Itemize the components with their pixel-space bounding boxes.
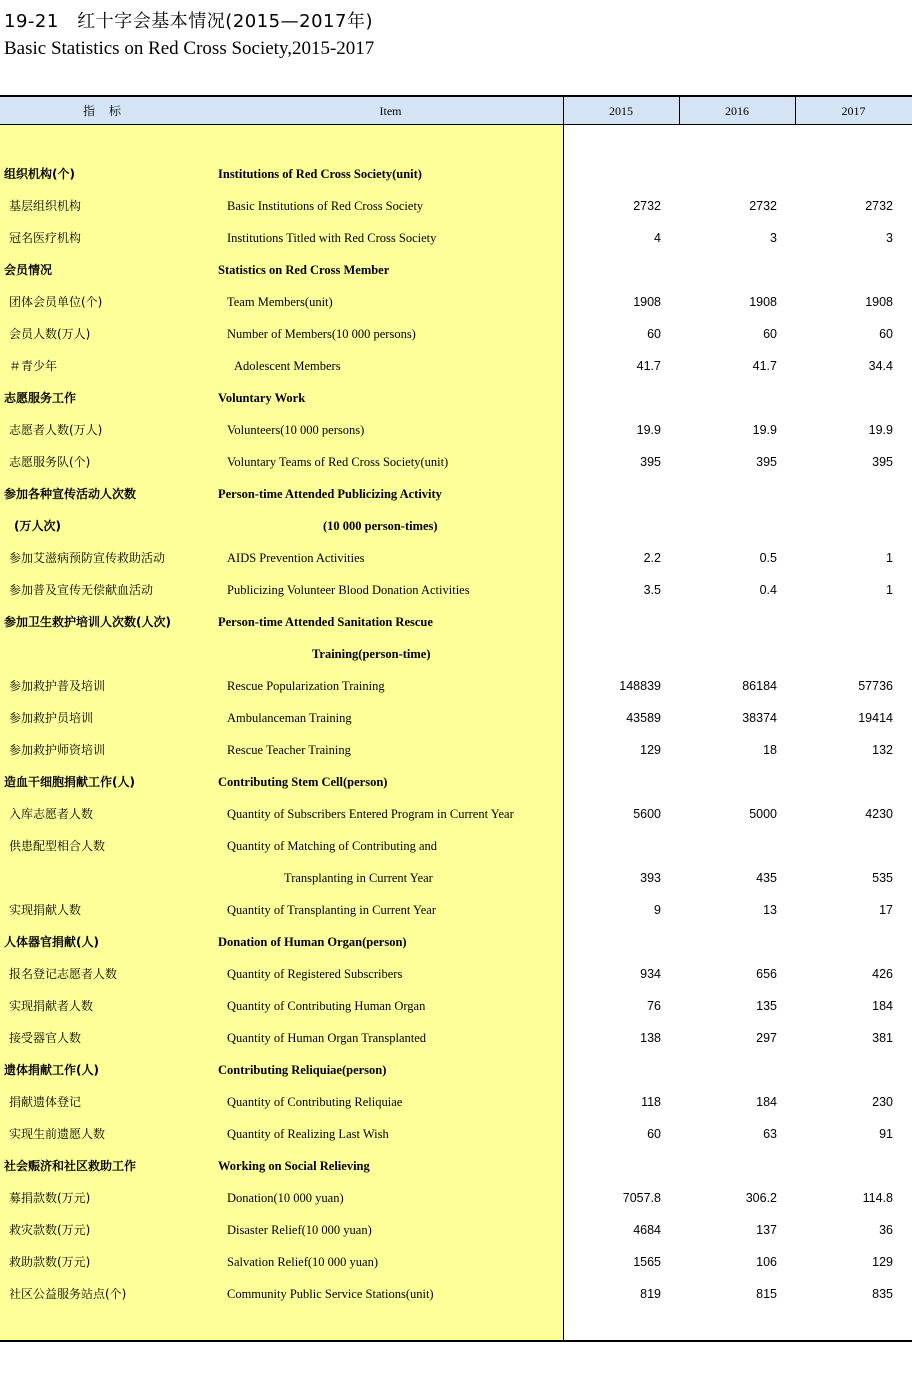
value-cell-2017 <box>798 382 893 414</box>
value-cell-2016: 306.2 <box>745 1191 777 1205</box>
row-label-en: Quantity of Contributing Human Organ <box>227 999 426 1013</box>
row-label-en: Donation(10 000 yuan) <box>227 1191 344 1205</box>
value-cell-2016 <box>682 766 777 798</box>
table-row <box>0 1022 912 1054</box>
row-label-en: (10 000 person-times) <box>323 519 438 533</box>
table-header <box>0 95 912 125</box>
value-cell-2016 <box>682 158 777 190</box>
value-cell-2015: 934 <box>640 967 661 981</box>
row-label-en: Basic Institutions of Red Cross Society <box>227 199 424 213</box>
value-cell-2015: 41.7 <box>636 359 661 373</box>
value-cell-2015: 43589 <box>626 711 661 725</box>
row-label-en: Person-time Attended Publicizing Activity <box>218 487 442 501</box>
value-cell-2016: 184 <box>756 1095 777 1109</box>
row-label-en: Quantity of Matching of Contributing and <box>227 839 438 853</box>
value-cell-2015 <box>566 382 661 414</box>
value-cell-2017: 426 <box>872 967 893 981</box>
value-cell-2015: 4684 <box>633 1223 661 1237</box>
row-label-cn: 参加救护员培训 <box>9 711 94 725</box>
table-row <box>0 670 912 702</box>
value-cell-2015: 1908 <box>633 295 661 309</box>
table-row <box>0 894 912 926</box>
value-cell-2015: 1565 <box>633 1255 661 1269</box>
value-cell-2016: 5000 <box>749 807 777 821</box>
value-cell-2016: 2732 <box>749 199 777 213</box>
header-divider <box>563 97 564 125</box>
value-cell-2016: 63 <box>763 1127 777 1141</box>
value-cell-2016: 135 <box>756 999 777 1013</box>
value-cell-2017: 57736 <box>858 679 893 693</box>
table-row <box>0 190 912 222</box>
row-label-cn: 募捐款数(万元) <box>9 1191 91 1205</box>
value-cell-2017: 184 <box>872 999 893 1013</box>
value-cell-2016: 1908 <box>749 295 777 309</box>
table-row <box>0 702 912 734</box>
value-cell-2017: 1 <box>886 583 893 597</box>
row-label-cn: 会员人数(万人) <box>9 327 91 341</box>
row-label-en: Quantity of Contributing Reliquiae <box>227 1095 403 1109</box>
section-row <box>0 638 912 670</box>
value-cell-2015: 393 <box>640 871 661 885</box>
value-cell-2017: 835 <box>872 1287 893 1301</box>
header-year-2017: 2017 <box>841 104 866 118</box>
value-cell-2017: 132 <box>872 743 893 757</box>
value-cell-2016: 137 <box>756 1223 777 1237</box>
section-row <box>0 606 912 638</box>
table-title-english: Basic Statistics on Red Cross Society,2015-2017 <box>4 38 375 59</box>
row-label-en: Quantity of Human Organ Transplanted <box>227 1031 427 1045</box>
table-row <box>0 1214 912 1246</box>
value-cell-2017 <box>798 510 893 542</box>
value-cell-2017 <box>798 606 893 638</box>
value-cell-2015 <box>566 510 661 542</box>
value-cell-2015: 2732 <box>633 199 661 213</box>
row-label-cn: 会员情况 <box>4 263 53 277</box>
value-cell-2017: 4230 <box>865 807 893 821</box>
value-cell-2017 <box>798 254 893 286</box>
row-label-en: Quantity of Realizing Last Wish <box>227 1127 389 1141</box>
value-cell-2016: 13 <box>763 903 777 917</box>
value-cell-2015 <box>566 606 661 638</box>
row-label-en: Institutions of Red Cross Society(unit) <box>218 167 422 181</box>
row-label-cn: 救助款数(万元) <box>9 1255 91 1269</box>
value-cell-2015 <box>566 478 661 510</box>
value-cell-2016 <box>682 1150 777 1182</box>
table-row <box>0 798 912 830</box>
value-cell-2015: 7057.8 <box>622 1191 661 1205</box>
table-row <box>0 1246 912 1278</box>
value-cell-2017 <box>798 766 893 798</box>
table-row <box>0 862 912 894</box>
value-cell-2017 <box>798 158 893 190</box>
row-label-en: Community Public Service Stations(unit) <box>227 1287 434 1301</box>
table-row <box>0 318 912 350</box>
row-label-en: Statistics on Red Cross Member <box>218 263 390 277</box>
value-cell-2017 <box>798 830 893 862</box>
table-row <box>0 990 912 1022</box>
value-cell-2015 <box>566 766 661 798</box>
row-label-cn: 社会赈济和社区救助工作 <box>4 1159 137 1173</box>
row-label-en: Voluntary Teams of Red Cross Society(unit) <box>227 455 449 469</box>
value-cell-2017: 395 <box>872 455 893 469</box>
row-label-en: Ambulanceman Training <box>227 711 352 725</box>
value-cell-2016 <box>682 830 777 862</box>
value-cell-2015 <box>566 1150 661 1182</box>
row-label-cn: 捐献遗体登记 <box>9 1095 82 1109</box>
row-label-cn: 参加救护师资培训 <box>9 743 106 757</box>
row-label-cn: 实现捐献人数 <box>9 903 82 917</box>
value-cell-2016 <box>682 926 777 958</box>
row-label-en: Institutions Titled with Red Cross Society <box>227 231 437 245</box>
value-cell-2017: 1908 <box>865 295 893 309</box>
header-year-2015: 2015 <box>609 104 633 118</box>
value-cell-2017 <box>798 1054 893 1086</box>
row-label-cn: 参加艾滋病预防宣传救助活动 <box>9 551 166 565</box>
row-label-en: Voluntary Work <box>218 391 306 405</box>
row-label-en: Rescue Popularization Training <box>227 679 385 693</box>
value-cell-2017: 3 <box>886 231 893 245</box>
table-row <box>0 286 912 318</box>
section-row <box>0 1054 912 1086</box>
row-label-en: Quantity of Registered Subscribers <box>227 967 403 981</box>
row-label-cn: 供患配型相合人数 <box>9 839 106 853</box>
value-cell-2016 <box>682 1054 777 1086</box>
row-label-en: Training(person-time) <box>312 647 431 661</box>
value-cell-2017 <box>798 926 893 958</box>
section-row <box>0 510 912 542</box>
value-cell-2015: 9 <box>654 903 661 917</box>
table-row <box>0 574 912 606</box>
value-cell-2017: 19414 <box>858 711 893 725</box>
row-label-cn: 志愿者人数(万人) <box>9 423 103 437</box>
value-cell-2017 <box>798 478 893 510</box>
row-label-cn: 造血干细胞捐献工作(人) <box>4 775 135 789</box>
value-cell-2015: 76 <box>647 999 661 1013</box>
row-label-en: AIDS Prevention Activities <box>227 551 365 565</box>
section-row <box>0 254 912 286</box>
value-cell-2015: 4 <box>654 231 661 245</box>
section-row <box>0 382 912 414</box>
row-label-en: Volunteers(10 000 persons) <box>227 423 365 437</box>
row-label-cn: 冠名医疗机构 <box>9 231 82 245</box>
value-cell-2015 <box>566 926 661 958</box>
statistics-table <box>0 95 912 1341</box>
header-indicator-cn: 指标 <box>82 104 135 118</box>
value-cell-2017 <box>798 1150 893 1182</box>
table-row <box>0 830 912 862</box>
row-label-en: Team Members(unit) <box>227 295 333 309</box>
value-cell-2017: 114.8 <box>862 1191 893 1205</box>
section-row <box>0 158 912 190</box>
value-cell-2015: 2.2 <box>643 551 661 565</box>
row-label-cn: (万人次) <box>14 519 61 533</box>
table-row <box>0 350 912 382</box>
value-cell-2017: 34.4 <box>868 359 893 373</box>
row-label-cn: 参加卫生救护培训人次数(人次) <box>4 615 171 629</box>
section-row <box>0 766 912 798</box>
value-cell-2016: 815 <box>756 1287 777 1301</box>
row-label-cn: 志愿服务队(个) <box>9 455 91 469</box>
value-cell-2016: 41.7 <box>752 359 777 373</box>
row-label-en: Adolescent Members <box>234 359 341 373</box>
table-bottom-rule <box>0 1340 912 1342</box>
value-cell-2016: 395 <box>756 455 777 469</box>
table-row <box>0 1278 912 1310</box>
value-cell-2017 <box>798 638 893 670</box>
value-cell-2015 <box>566 158 661 190</box>
row-label-cn: 实现捐献者人数 <box>9 999 94 1013</box>
value-cell-2016: 435 <box>756 871 777 885</box>
value-cell-2016: 60 <box>763 327 777 341</box>
value-cell-2017: 91 <box>879 1127 893 1141</box>
row-label-en: Working on Social Relieving <box>218 1159 370 1173</box>
row-label-cn: 组织机构(个) <box>4 167 75 181</box>
row-label-cn: 遗体捐献工作(人) <box>4 1063 99 1077</box>
value-cell-2015: 60 <box>647 1127 661 1141</box>
row-label-cn: 团体会员单位(个) <box>9 295 103 309</box>
value-cell-2016: 18 <box>763 743 777 757</box>
row-label-cn: 实现生前遗愿人数 <box>9 1127 106 1141</box>
row-label-cn: 报名登记志愿者人数 <box>9 967 118 981</box>
row-label-en: Person-time Attended Sanitation Rescue <box>218 615 433 629</box>
row-label-cn: 参加救护普及培训 <box>9 679 106 693</box>
value-cell-2017: 60 <box>879 327 893 341</box>
row-label-cn: 接受器官人数 <box>9 1031 82 1045</box>
value-cell-2015 <box>566 1054 661 1086</box>
row-label-en: Publicizing Volunteer Blood Donation Activities <box>227 583 470 597</box>
row-label-cn: 参加各种宣传活动人次数 <box>4 487 137 501</box>
value-cell-2015: 148839 <box>619 679 661 693</box>
value-cell-2015: 3.5 <box>643 583 661 597</box>
header-divider <box>679 97 680 125</box>
value-cell-2016 <box>682 606 777 638</box>
value-cell-2016: 38374 <box>742 711 777 725</box>
value-cell-2017: 36 <box>879 1223 893 1237</box>
table-row <box>0 542 912 574</box>
row-label-cn: 参加普及宣传无偿献血活动 <box>9 583 154 597</box>
value-cell-2016 <box>682 382 777 414</box>
value-cell-2016 <box>682 510 777 542</box>
value-cell-2016: 297 <box>756 1031 777 1045</box>
table-row <box>0 222 912 254</box>
table-row <box>0 958 912 990</box>
row-label-cn: 基层组织机构 <box>9 199 82 213</box>
value-cell-2015: 138 <box>640 1031 661 1045</box>
value-cell-2015 <box>566 830 661 862</box>
value-cell-2015: 5600 <box>633 807 661 821</box>
value-cell-2017: 535 <box>872 871 893 885</box>
table-row <box>0 1118 912 1150</box>
value-cell-2017: 2732 <box>865 199 893 213</box>
section-row <box>0 926 912 958</box>
value-cell-2017: 19.9 <box>868 423 893 437</box>
section-row <box>0 478 912 510</box>
value-cell-2017: 381 <box>872 1031 893 1045</box>
table-row <box>0 414 912 446</box>
value-cell-2016: 106 <box>756 1255 777 1269</box>
value-cell-2015: 60 <box>647 327 661 341</box>
value-cell-2017: 1 <box>886 551 893 565</box>
value-cell-2016: 86184 <box>742 679 777 693</box>
table-title-chinese: 19-21 红十字会基本情况(2015—2017年) <box>4 11 373 32</box>
value-cell-2017: 129 <box>872 1255 893 1269</box>
table-row <box>0 446 912 478</box>
row-label-en: Salvation Relief(10 000 yuan) <box>227 1255 379 1269</box>
row-label-en: Quantity of Transplanting in Current Year <box>227 903 437 917</box>
row-label-cn: ＃青少年 <box>9 359 58 373</box>
table-row <box>0 1182 912 1214</box>
row-label-en: Rescue Teacher Training <box>227 743 351 757</box>
table-row <box>0 1086 912 1118</box>
value-cell-2017: 17 <box>879 903 893 917</box>
value-cell-2015: 395 <box>640 455 661 469</box>
value-cell-2015: 129 <box>640 743 661 757</box>
value-cell-2016: 3 <box>770 231 777 245</box>
value-cell-2016 <box>682 638 777 670</box>
section-row <box>0 1150 912 1182</box>
row-label-en: Quantity of Subscribers Entered Program in Current Year <box>227 807 514 821</box>
value-cell-2016 <box>682 254 777 286</box>
header-divider <box>795 97 796 125</box>
row-label-en: Donation of Human Organ(person) <box>218 935 407 949</box>
value-cell-2015 <box>566 638 661 670</box>
row-label-cn: 志愿服务工作 <box>4 391 77 405</box>
row-label-cn: 社区公益服务站点(个) <box>9 1287 127 1301</box>
row-label-cn: 救灾款数(万元) <box>9 1223 91 1237</box>
value-cell-2016: 656 <box>756 967 777 981</box>
row-label-en: Contributing Reliquiae(person) <box>218 1063 387 1077</box>
header-item-en: Item <box>379 104 402 118</box>
row-label-en: Number of Members(10 000 persons) <box>227 327 416 341</box>
table-row <box>0 734 912 766</box>
row-label-cn: 入库志愿者人数 <box>9 807 94 821</box>
row-label-en: Disaster Relief(10 000 yuan) <box>227 1223 372 1237</box>
value-cell-2015: 819 <box>640 1287 661 1301</box>
header-year-2016: 2016 <box>725 104 749 118</box>
value-cell-2017: 230 <box>872 1095 893 1109</box>
value-cell-2016 <box>682 478 777 510</box>
row-label-en: Transplanting in Current Year <box>284 871 433 885</box>
value-cell-2015: 118 <box>641 1095 661 1109</box>
row-label-en: Contributing Stem Cell(person) <box>218 775 388 789</box>
value-cell-2016: 0.4 <box>759 583 777 597</box>
row-label-cn: 人体器官捐献(人) <box>4 935 99 949</box>
value-cell-2015: 19.9 <box>636 423 661 437</box>
value-cell-2016: 19.9 <box>752 423 777 437</box>
value-cell-2015 <box>566 254 661 286</box>
value-cell-2016: 0.5 <box>759 551 777 565</box>
